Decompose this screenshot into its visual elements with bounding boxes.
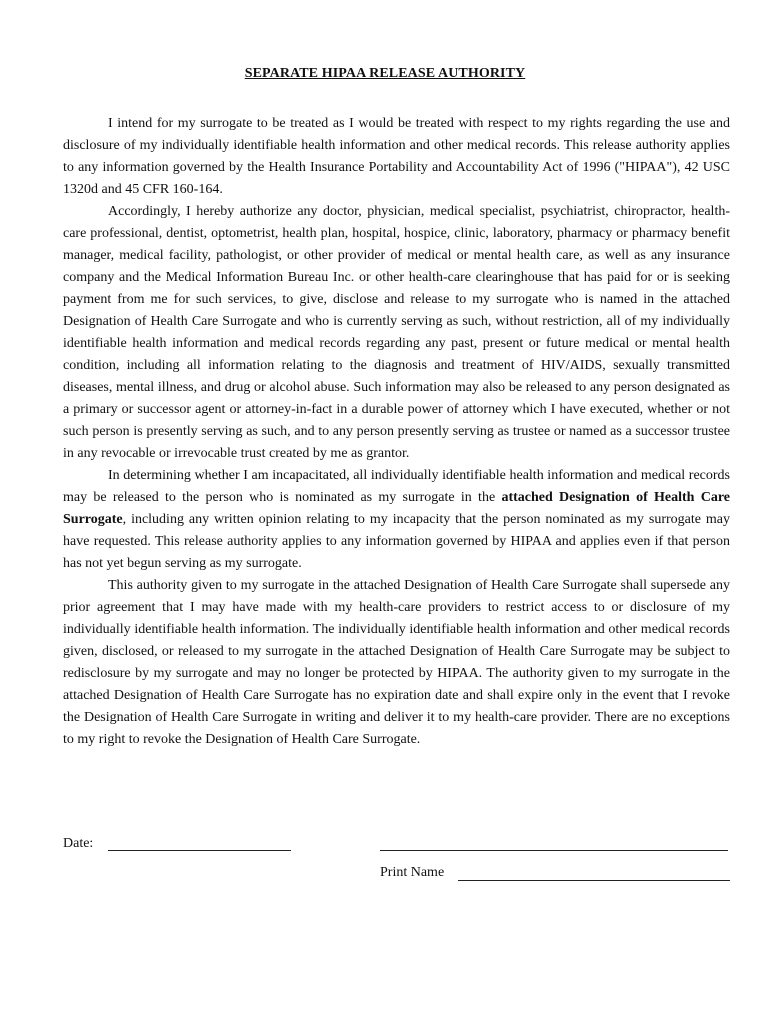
paragraph-text: In determining whether I am incapacitated, all individually identifiable health information and medical records may be released to the person who is nominated as my surrogate in the [63,468,730,505]
paragraph-authorization [63,201,730,465]
paragraph-supersede [63,575,730,751]
signature-line [380,850,728,851]
paragraph-text: , including any written opinion relating to my incapacity that the person nominated as my surrogate may have requested. This release authority applies to any information governed by HIPAA and applies even if that person has not yet begun serving as my surrogate. [63,512,730,571]
document-title: SEPARATE HIPAA RELEASE AUTHORITY [244,66,526,81]
document-body [63,113,730,751]
date-line [108,850,291,851]
print-name-label: Print Name [380,865,445,880]
paragraph-text: This authority given to my surrogate in the attached Designation of Health Care Surrogate shall supersede any prior agreement that I may have made with my health-care providers to restrict access to or disclosure of my individually identifiable health information. The individually identifiable health information and other medical records given, disclosed, or released to my surrogate in the attached Designation of Health Care Surrogate may be subject to redisclosure by my surrogate and may no longer be protected by HIPAA. The authority given to my surrogate in the attached Designation of Health Care Surrogate has no expiration date and shall expire only in the event that I revoke the Designation of Health Care Surrogate in writing and deliver it to my health-care provider. There are no exceptions to my right to revoke the Designation of Health Care Surrogate. [63,578,730,747]
paragraph-text: I intend for my surrogate to be treated as I would be treated with respect to my rights regarding the use and disclosure of my individually identifiable health information and other medical records. This release authority applies to any information governed by the Health Insurance Portability and Accountability Act of 1996 ("HIPAA"), 42 USC 1320d and 45 CFR 160-164. [63,116,730,197]
print-name-line [458,880,730,881]
paragraph-incapacity [63,465,730,575]
date-label: Date: [63,836,94,851]
paragraph-text: Accordingly, I hereby authorize any doctor, physician, medical specialist, psychiatrist, chiropractor, health-care professional, dentist, optometrist, health plan, hospital, hospice, clinic, laboratory, pharmacy or pharmacy benefit manager, medical facility, pathologist, or other provider of medical or mental health care, as well as any insurance company and the Medical Information Bureau Inc. or other health-care clearinghouse that has paid for or is seeking payment from me for such services, to give, disclose and release to my surrogate who is named in the attached Designation of Health Care Surrogate and who is currently serving as such, without restriction, all of my individually identifiable health information and medical records regarding any past, present or future medical or mental health condition, including all information relating to the diagnosis and treatment of HIV/AIDS, sexually transmitted diseases, mental illness, and drug or alcohol abuse. Such information may also be released to any person designated as a primary or successor agent or attorney-in-fact in a durable power of attorney which I have executed, whether or not such person is presently serving as such, and to any person presently serving as trustee or named as a successor trustee in any revocable or irrevocable trust created by me as grantor. [63,204,730,461]
emphasis-designation: attached Designation of Health Care Surrogate [63,490,731,527]
paragraph-intent [63,113,730,201]
